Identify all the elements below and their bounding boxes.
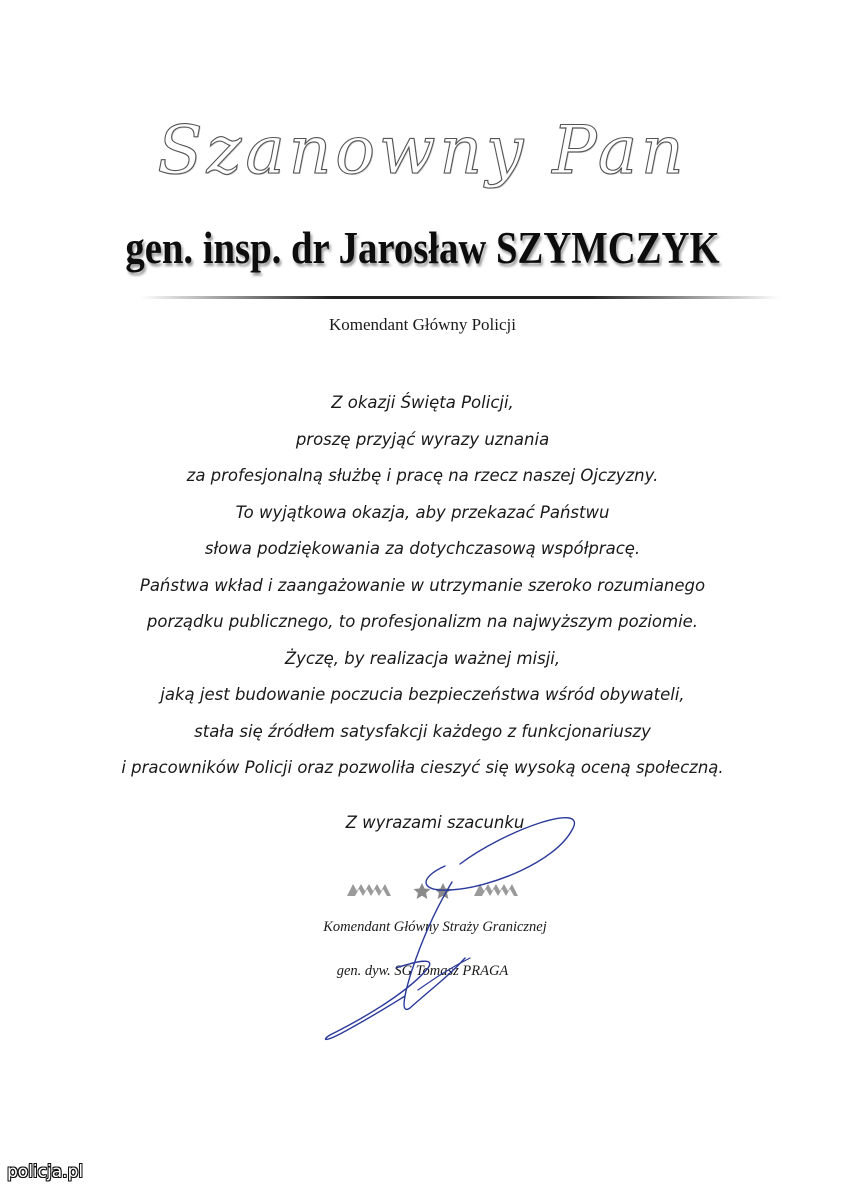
signer-name: gen. dyw. SG Tomasz PRAGA [336,963,509,979]
body-line: i pracowników Policji oraz pozwoliła cieszyć się wysoką oceną społeczną. [121,758,724,777]
closing-phrase: Z wyrazami szacunku [345,813,525,832]
body-line: za profesjonalną służbę i pracę na rzecz naszej Ojczyzny. [186,466,659,485]
site-watermark: policja.pl [7,1162,84,1182]
recipient-position: Komendant Główny Policji [329,315,516,334]
recipient-name: gen. insp. dr Jarosław SZYMCZYK [125,223,720,273]
body-line: proszę przyjąć wyrazy uznania [295,429,550,449]
salutation-heading: Szanowny Pan [157,112,688,189]
body-line: porządku publicznego, to profesjonalizm na najwyższym poziomie. [146,612,699,631]
body-line: stała się źródłem satysfakcji każdego z funkcjonariuszy [194,721,651,741]
name-underline-divider [140,296,780,299]
letter-body [0,385,845,787]
body-line: To wyjątkowa okazja, aby przekazać Państwu [235,502,610,522]
signer-title: Komendant Główny Straży Granicznej [323,919,547,935]
body-line: Państwa wkład i zaangażowanie w utrzymanie szeroko rozumianego [139,575,706,595]
body-line: jaką jest budowanie poczucia bezpieczeństwa wśród obywateli, [160,685,685,704]
rank-insignia-stars-icon [345,878,520,902]
body-line: Życzę, by realizacja ważnej misji, [284,648,561,668]
body-line: Z okazji Święta Policji, [331,393,514,412]
body-line: słowa podziękowania za dotychczasową współpracę. [204,539,641,558]
